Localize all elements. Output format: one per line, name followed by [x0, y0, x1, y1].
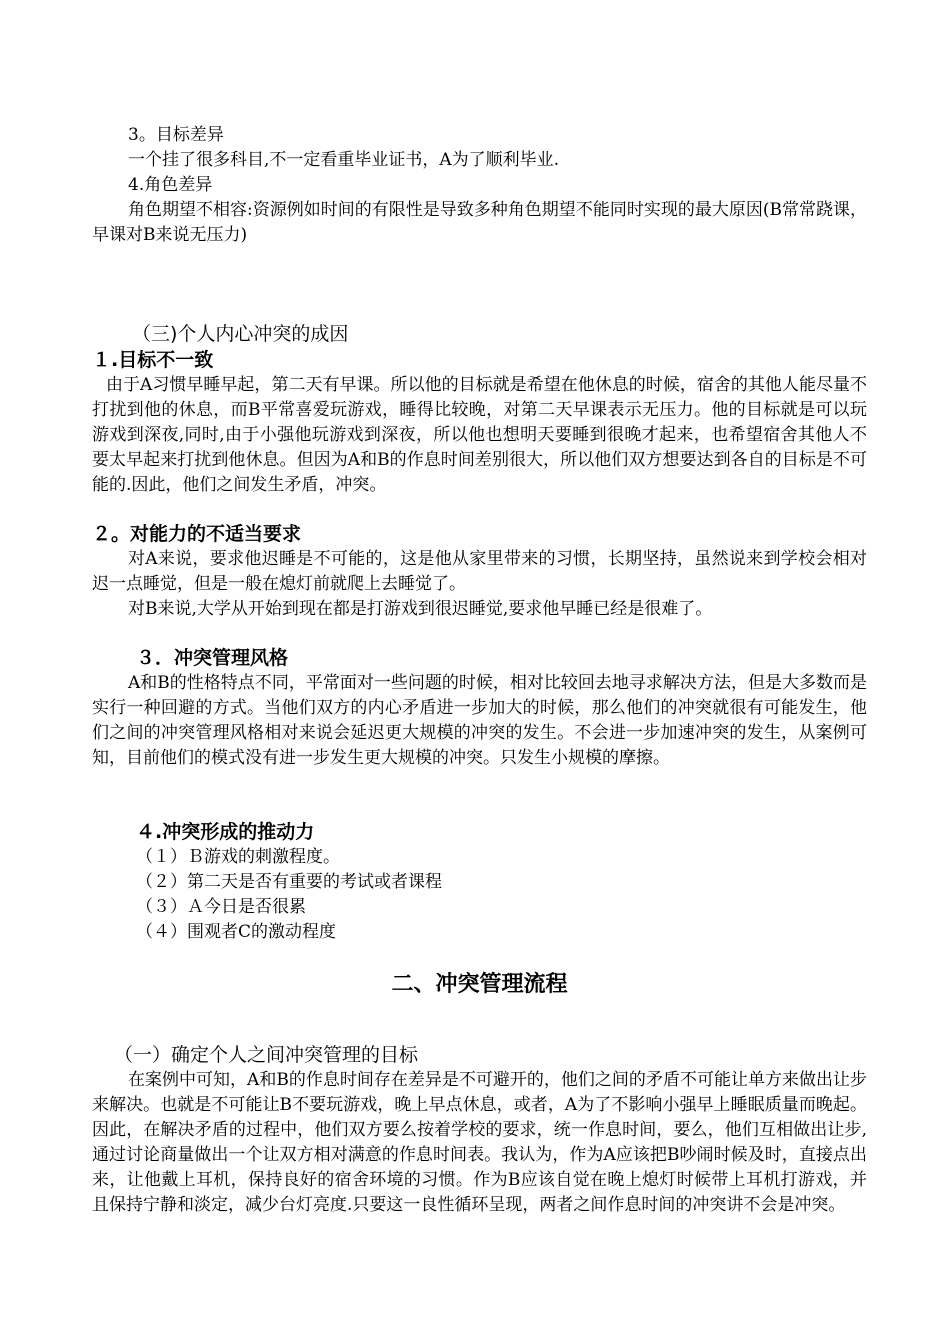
paragraph-ability-b: 对B来说,大学从开始到现在都是打游戏到很迟睡觉,要求他早睡已经是很难了。	[128, 599, 713, 619]
heading-interpersonal-goal: （一）确定个人之间冲突管理的目标	[114, 1044, 419, 1066]
list-item: （３）Ａ今日是否很累	[136, 897, 306, 917]
part2-content-block	[92, 1042, 867, 1218]
heading-ability-demand: ２。对能力的不适当要求	[92, 523, 302, 545]
heading-conflict-drivers: ４.冲突形成的推动力	[136, 821, 315, 843]
paragraph-goal-difference: 一个挂了很多科目,不一定看重毕业证书，A为了顺利毕业.	[128, 150, 560, 170]
list-item: （２）第二天是否有重要的考试或者课程	[136, 872, 442, 892]
paragraph-interpersonal-goal: 在案例中可知，A和B的作息时间存在差异是不可避开的，他们之间的矛盾不可能让单方来做出让步来解决。也就是不可能让B不要玩游戏，晚上早点休息，或者，A为了不影响小强早上睡眠质量而晚起。因此，在解决矛盾的过程中，他们双方要么按着学校的要求，统一作息时间，要么，他们互相做出让步,通过讨论商量做出一个让双方相对满意的作息时间表。我认为，作为A应该把B吵闹时候及时，直接点出来，让他戴上耳机，保持良好的宿舍环境的习惯。作为B应该自觉在晚上熄灯时候带上耳机打游戏，并且保持宁静和淡定，减少台灯亮度.只要这一良性循环呈现，两者之间作息时间的冲突讲不会是冲突。	[92, 1070, 867, 1215]
list-item: （４）围观者C的激动程度	[136, 922, 337, 942]
section-drivers-block	[92, 819, 867, 945]
heading-role-difference: 4.角色差异	[128, 175, 213, 195]
section-style-block	[92, 645, 867, 771]
heading-goal-difference: 3。目标差异	[128, 125, 224, 145]
section-ability-block	[92, 521, 867, 622]
paragraph-role-difference: 角色期望不相容:资源例如时间的有限性是导致多种角色期望不能同时实现的最大原因(B常常跷课，早课对B来说无压力)	[92, 200, 867, 245]
section-intrapersonal-block	[92, 321, 867, 498]
heading-conflict-style: ３．冲突管理风格	[136, 647, 289, 669]
section-3-block	[92, 123, 867, 248]
paragraph-conflict-style: A和B的性格特点不同，平常面对一些问题的时候，相对比较回去地寻求解决方法，但是大多数而是实行一种回避的方式。当他们双方的内心矛盾进一步加大的时候，那么他们的冲突就很有可能发生，他们之间的冲突管理风格相对来说会延迟更大规模的冲突的发生。不会进一步加速冲突的发生，从案例可知，目前他们的模式没有进一步发生更大规模的冲突。只发生小规模的摩擦。	[92, 673, 867, 768]
paragraph-ability-a: 对A来说，要求他迟睡是不可能的，这是他从家里带来的习惯，长期坚持，虽然说来到学校会相对迟一点睡觉，但是一般在熄灯前就爬上去睡觉了。	[92, 549, 867, 594]
part2-title-block	[92, 967, 867, 998]
heading-intrapersonal-causes: （三)个人内心冲突的成因	[132, 323, 349, 345]
list-item: （１）Ｂ游戏的刺激程度。	[136, 847, 340, 867]
part-two-title: 二、冲突管理流程	[391, 972, 568, 997]
heading-goal-inconsistent: １.目标不一致	[92, 349, 214, 371]
paragraph-goal-inconsistent: 由于A习惯早睡早起，第二天有早课。所以他的目标就是希望在他休息的时候，宿舍的其他人能尽量不打扰到他的休息，而B平常喜爱玩游戏，睡得比较晚，对第二天早课表示无压力。他的目标就是可以玩游戏到深夜,同时,由于小强他玩游戏到深夜，所以他也想明天要睡到很晚才起来，也希望宿舍其他人不要太早起来打扰到他休息。但因为A和B的作息时间差别很大，所以他们双方想要达到各自的目标是不可能的.因此，他们之间发生矛盾，冲突。	[92, 375, 867, 495]
